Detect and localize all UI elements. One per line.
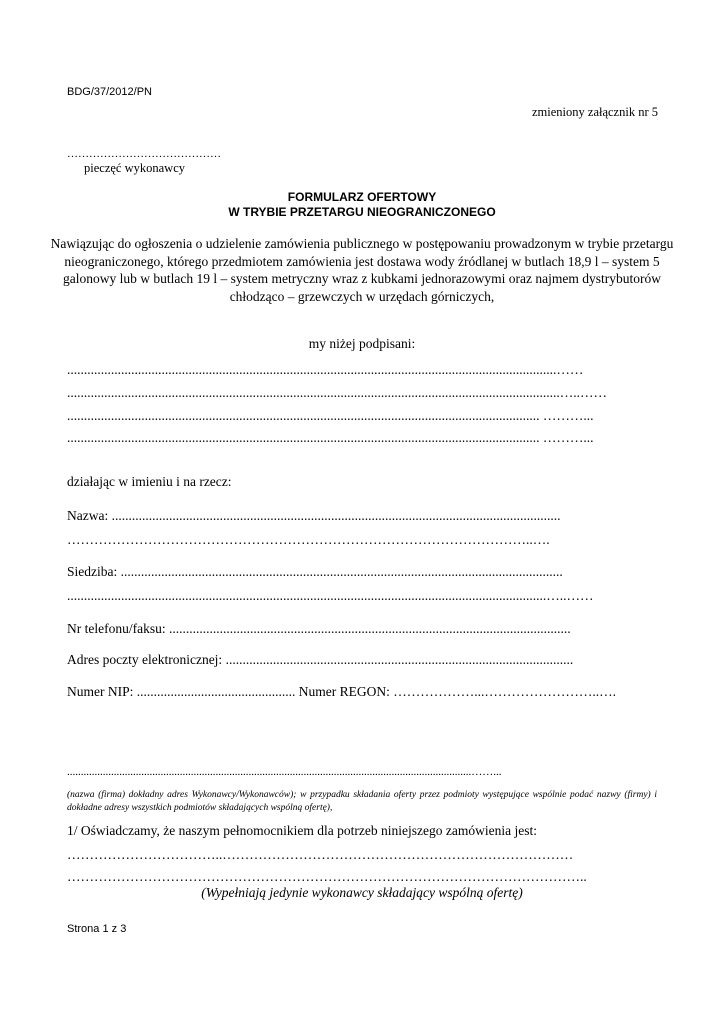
stamp-dots: …………………………………… — [67, 148, 221, 160]
seat-label: Siedziba: — [67, 564, 118, 579]
form-title: FORMULARZ OFERTOWY — [287, 190, 437, 204]
seat-field-line-2[interactable]: ..............................................................................................................................................…..…… — [67, 588, 594, 603]
name-field-line-2[interactable]: …………………………………………………………………………………………..…. — [67, 532, 550, 547]
document-reference: BDG/37/2012/PN — [67, 86, 152, 98]
phone-row — [67, 621, 657, 637]
seat-row — [67, 564, 657, 580]
declaration-remark: (Wypełniają jedynie wykonawcy składający wspólną ofertę) — [201, 885, 523, 900]
company-details-line[interactable]: ...................................................................................................................................................……... — [67, 766, 502, 778]
phone-field[interactable]: ....................................................................................................................... — [168, 621, 571, 636]
page-number: Strona 1 z 3 — [67, 923, 127, 935]
name-row — [67, 508, 657, 524]
acting-on-behalf-label: działając w imieniu i na rzecz: — [67, 474, 232, 489]
phone-label: Nr telefonu/faksu: — [67, 621, 166, 636]
name-field[interactable]: ..................................................................................................................................... — [111, 508, 561, 523]
nip-regon-row — [67, 684, 657, 700]
email-field[interactable]: ....................................................................................................... — [225, 652, 574, 667]
signatory-line-2[interactable]: ..................................................................................................................................................…..…… — [67, 385, 607, 400]
signatory-line-1[interactable]: .................................................................................................................................................…… — [67, 362, 584, 377]
intro-paragraph: Nawiązując do ogłoszenia o udzielenie zamówienia publicznego w postępowaniu prowadzonym w trybie przetargu nieograniczonego, którego przedmiotem zamówienia jest dostawa wody źródlanej w butlach 18,9 l – system 5 galonowy lub w butlach 19 l – system metryczny wraz z kubkami jednorazowymi oraz najmem dystrybutorów chłodząco – grzewczych w urzędach górniczych, — [50, 236, 674, 304]
declaration-line-2[interactable]: …………………………………………………………………………………………………….. — [67, 869, 587, 884]
email-row — [67, 652, 657, 668]
nip-label: Numer NIP: — [67, 684, 134, 699]
declaration-line-1[interactable]: ……………………………..…………………………………………………………………… — [67, 847, 574, 862]
signatory-line-3[interactable]: ............................................................................................................................................ ………... — [67, 408, 594, 423]
annex-label: zmieniony załącznik nr 5 — [532, 105, 658, 119]
form-subtitle: W TRYBIE PRZETARGU NIEOGRANICZONEGO — [228, 205, 496, 219]
stamp-label: pieczęć wykonawcy — [84, 161, 185, 175]
regon-field[interactable]: ………………...……………………..…. — [393, 684, 616, 699]
name-label: Nazwa: — [67, 508, 109, 523]
nip-field[interactable]: ............................................... — [136, 684, 296, 699]
email-label: Adres poczty elektronicznej: — [67, 652, 223, 667]
regon-label: Numer REGON: — [298, 684, 390, 699]
declaration-text: 1/ Oświadczamy, że naszym pełnomocnikiem dla potrzeb niniejszego zamówienia jest: — [67, 823, 537, 838]
signatories-heading: my niżej podpisani: — [308, 336, 416, 351]
company-details-note: (nazwa (firma) dokładny adres Wykonawcy/Wykonawców); w przypadku składania oferty przez podmioty występujące wspólnie podać nazwy (firmy) i dokładne adresy wszystkich podmiotów składających wspólną ofertę), — [67, 790, 657, 813]
seat-field[interactable]: ................................................................................................................................... — [120, 564, 563, 579]
signatory-line-4[interactable]: ............................................................................................................................................ ………... — [67, 430, 594, 445]
